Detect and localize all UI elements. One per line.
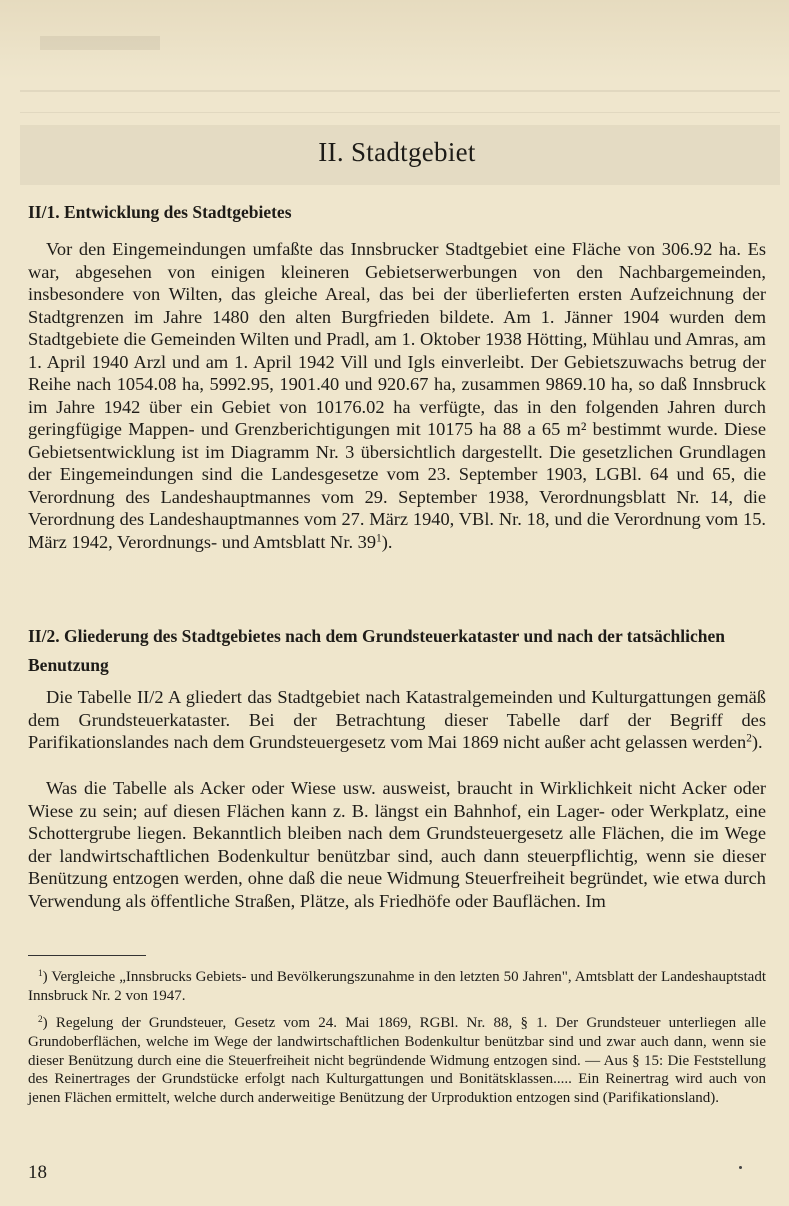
footnote-1-text: ) Vergleiche „Innsbrucks Gebiets- und Bevölkerungszunahme in den letzten 50 Jahren", Amtsblatt der Landeshauptstadt Innsbruck Nr. 2 von 1947. <box>28 969 766 1004</box>
footnote-2-mark: 2 <box>38 1014 43 1025</box>
footnote-1 <box>28 968 766 1006</box>
footnote-1-mark: 1 <box>38 968 43 979</box>
section-2-paragraph-1 <box>28 686 766 754</box>
section-1-paragraph <box>28 238 766 553</box>
chapter-title: II. Stadtgebiet <box>318 137 476 167</box>
section-heading-1: II/1. Entwicklung des Stadtgebietes <box>28 202 292 222</box>
footnote-ref-1[interactable]: 1 <box>376 532 382 545</box>
page-number: 18 <box>28 1162 47 1183</box>
footnote-divider <box>28 955 146 956</box>
footnote-ref-2[interactable]: 2 <box>746 732 752 745</box>
footnote-2-text: ) Regelung der Grundsteuer, Gesetz vom 24. Mai 1869, RGBl. Nr. 88, § 1. Der Grundsteuer unterliegen alle Grundoberflächen, welche im Wege der landwirtschaftlichen Bodenkultur benützbar sind und zwar auch dann, wenn sie dieser Benützung durch eine die Steuerfreiheit nicht begründende Widmung entzogen sind. — Aus § 15: Die Feststellung des Reinertrages der Grundstücke erfolgt nach Kulturgattungen und Bonitätsklassen..... Ein Reinertrag wird auch von jenen Flächen ermittelt, welche durch anderweitige Benützung der Urproduktion entzogen sind (Parifikationsland). <box>28 1015 766 1107</box>
section-1-text: Vor den Eingemeindungen umfaßte das Innsbrucker Stadtgebiet eine Fläche von 306.92 ha. Es war, abgesehen von einigen kleineren Gebietserwerbungen von den Nachbargemeinden, insbesondere von Wilten, das gleiche Areal, das bei der überlieferten ersten Aufzeichnung der Stadtgrenzen im Jahre 1480 den alten Burgfrieden bildete. Am 1. Jänner 1904 wurden dem Stadtgebiete die Gemeinden Wilten und Pradl, am 1. Oktober 1938 Hötting, Mühlau und Amras, am 1. April 1940 Arzl und am 1. April 1942 Vill und Igls einverleibt. Der Gebietszuwachs betrug der Reihe nach 1054.08 ha, 5992.95, 1901.40 und 920.67 ha, zusammen 9869.10 ha, so daß Innsbruck im Jahre 1942 über ein Gebiet von 10176.02 ha verfügte, das in den folgenden Jahren durch geringfügige Mappen- und Grenzberichtigungen mit 10175 ha 88 a 65 m² bestimmt wurde. Diese Gebietsentwicklung ist im Diagramm Nr. 3 übersichtlich dargestellt. Die gesetzlichen Grundlagen der Eingemeindungen sind die Landesgesetze vom 23. September 1903, LGBl. 64 und 65, die Verordnung des Landeshauptmannes vom 29. September 1938, Verordnungsblatt Nr. 14, die Verordnung des Landeshauptmannes vom 27. März 1940, VBl. Nr. 18, und die Verordnung vom 15. März 1942, Verordnungs- und Amtsblatt Nr. 39 <box>28 239 766 552</box>
section-1-end: ). <box>381 531 393 552</box>
section-2-text-1-end: ). <box>751 732 763 752</box>
bleed-through-table-shadow <box>0 0 789 200</box>
section-heading-2: II/2. Gliederung des Stadtgebietes nach dem Grundsteuerkataster und nach der tatsächlichen Benutzung <box>28 626 725 675</box>
print-speck <box>739 1166 742 1169</box>
footnote-2 <box>28 1014 766 1108</box>
section-2-text-1: Die Tabelle II/2 A gliedert das Stadtgebiet nach Katastralgemeinden und Kulturgattungen gemäß dem Grundsteuerkataster. Bei der Betrachtung dieser Tabelle darf der Begriff des Parifikationslandes nach dem Grundsteuergesetz vom Mai 1869 nicht außer acht gelassen werden <box>28 687 766 752</box>
section-2-paragraph-2: Was die Tabelle als Acker oder Wiese usw. ausweist, braucht in Wirklichkeit nicht Acker oder Wiese zu sein; auf diesen Flächen kann z. B. längst ein Bahnhof, ein Lager- oder Werkplatz, eine Schottergrube liegen. Bekanntlich bleiben nach dem Grundsteuergesetz alle Flächen, die im Wege der landwirtschaftlichen Bodenkultur benützbar sind, auch dann steuerpflichtig, wenn sie dieser Benützung entzogen werden, ohne daß die neue Widmung Steuerfreiheit begründet, wie etwa durch Verwendung als öffentliche Straßen, Plätze, als Friedhöfe oder Bauflächen. Im <box>28 778 766 911</box>
